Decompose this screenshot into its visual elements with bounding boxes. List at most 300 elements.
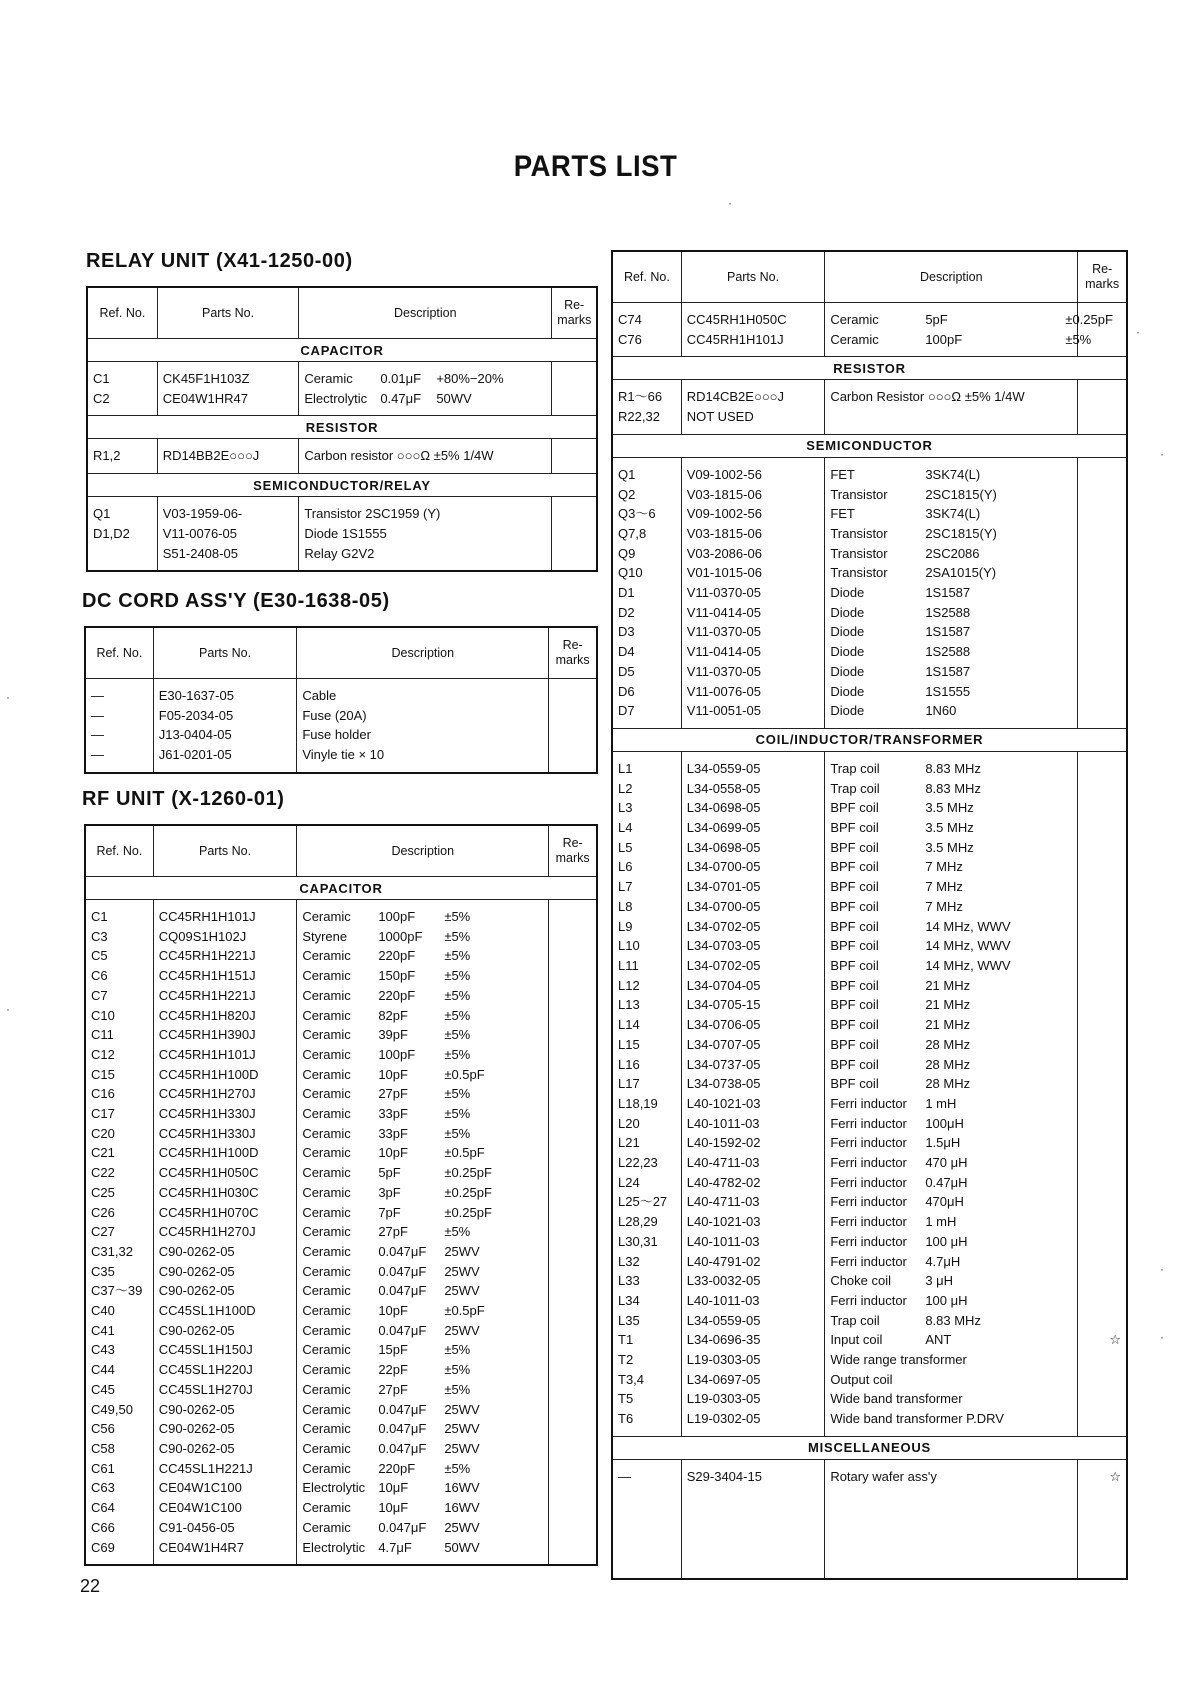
description-cell	[297, 1065, 549, 1085]
description-part: Ferri inductor	[830, 1194, 907, 1210]
spacer-cell	[1078, 1429, 1127, 1437]
description-cell	[825, 1133, 1078, 1153]
table-row	[85, 1459, 597, 1479]
description-part: 3.5 MHz	[925, 820, 974, 836]
table-row	[612, 682, 1127, 702]
description-part: Diode	[830, 624, 865, 640]
remarks-cell	[549, 1439, 597, 1459]
description-part: Relay G2V2	[304, 545, 375, 561]
spacer-cell	[825, 1487, 1078, 1494]
ref-no-cell: C3	[85, 927, 153, 947]
description-part: Ceramic	[302, 1046, 351, 1062]
ref-no-cell: L18,19	[612, 1094, 681, 1114]
description-cell	[297, 966, 549, 986]
ref-no-cell: R1,2	[87, 446, 157, 466]
category-row	[85, 877, 597, 900]
spacer-cell	[612, 1429, 681, 1437]
description-cell	[299, 524, 552, 544]
parts-no-cell: CE04W1C100	[153, 1498, 297, 1518]
description-part: 82pF	[378, 1007, 408, 1023]
parts-no-cell: CQ09S1H102J	[153, 927, 297, 947]
spacer-cell	[612, 457, 681, 465]
spacer-row	[612, 721, 1127, 729]
description-part: 4.7μH	[925, 1253, 961, 1269]
description-part: Diode	[830, 663, 865, 679]
table-row	[612, 1192, 1127, 1212]
description-part: Ferri inductor	[830, 1135, 907, 1151]
category-label: SEMICONDUCTOR	[612, 434, 1127, 457]
description-part: Trap coil	[830, 760, 880, 776]
description-part: 21 MHz	[925, 997, 971, 1013]
description-cell	[825, 642, 1078, 662]
description-cell	[299, 544, 552, 564]
description-cell	[825, 798, 1078, 818]
description-part: FET	[830, 506, 855, 522]
description-cell	[825, 1035, 1078, 1055]
description-cell	[825, 1192, 1078, 1212]
parts-no-cell: L19-0302-05	[681, 1409, 825, 1429]
spacer-cell	[549, 765, 597, 773]
spacer-row	[612, 1429, 1127, 1437]
remarks-cell	[549, 986, 597, 1006]
spacer-cell	[85, 900, 153, 908]
remarks-header: Re- marks	[552, 287, 597, 339]
description-part: Ceramic	[302, 909, 351, 924]
description-cell	[297, 1045, 549, 1065]
description-cell	[825, 1015, 1078, 1035]
remarks-cell	[549, 1124, 597, 1144]
spacer-cell	[825, 457, 1078, 465]
ref-no-cell: —	[85, 706, 153, 726]
description-part: Ceramic	[830, 312, 879, 327]
description-part: 1S2588	[925, 644, 971, 660]
ref-no-cell: L25～27	[612, 1192, 681, 1212]
scan-speck: ·	[1136, 325, 1140, 339]
table-row	[85, 1301, 597, 1321]
table-row	[85, 907, 597, 927]
spacer-cell	[825, 303, 1078, 311]
parts-no-cell: L40-4791-02	[681, 1252, 825, 1272]
description-cell	[825, 1311, 1078, 1331]
spacer-row	[87, 439, 597, 447]
description-part: Wide band transformer	[830, 1391, 963, 1407]
description-cell	[297, 1400, 549, 1420]
spacer-cell	[153, 679, 297, 687]
table-row	[612, 1271, 1127, 1291]
description-cell	[297, 1124, 549, 1144]
table-row	[85, 1163, 597, 1183]
ref-no-cell: Q10	[612, 563, 681, 583]
spacer-row	[612, 349, 1127, 357]
spacer-row	[612, 303, 1127, 311]
spacer-row	[87, 362, 597, 370]
description-cell	[297, 1183, 549, 1203]
description-part: 3.5 MHz	[925, 800, 974, 816]
description-part: Input coil	[830, 1332, 883, 1348]
ref-no-cell: —	[85, 745, 153, 765]
spacer-cell	[157, 563, 299, 571]
table-row	[85, 1143, 597, 1163]
parts-no-cell: L34-0705-15	[681, 995, 825, 1015]
description-part: 0.047μF	[378, 1263, 427, 1279]
description-cell	[825, 818, 1078, 838]
parts-no-cell: L40-4782-02	[681, 1173, 825, 1193]
description-part: 1S1555	[925, 683, 971, 699]
description-part: ±5%	[444, 909, 471, 924]
description-cell	[825, 759, 1078, 779]
description-part: 27pF	[378, 1381, 408, 1397]
remarks-cell	[549, 1281, 597, 1301]
description-part: ±5%	[444, 1362, 471, 1378]
remarks-cell	[1078, 1153, 1127, 1173]
description-part: ANT	[925, 1332, 952, 1348]
description-part: 7 MHz	[925, 859, 963, 875]
ref-no-cell: C61	[85, 1459, 153, 1479]
description-part: ±5%	[444, 1007, 471, 1023]
description-part: 8.83 MHz	[925, 780, 981, 796]
description-part: 28 MHz	[925, 1076, 971, 1092]
ref-no-cell: C35	[85, 1262, 153, 1282]
description-cell	[297, 1084, 549, 1104]
description-part: ±5%	[444, 1224, 471, 1240]
parts-no-cell: J13-0404-05	[153, 725, 297, 745]
remarks-cell	[1078, 485, 1127, 505]
spacer-cell	[612, 751, 681, 759]
spacer-cell	[681, 1459, 825, 1467]
description-cell	[299, 504, 552, 524]
table-row	[612, 583, 1127, 603]
ref-no-cell: C44	[85, 1360, 153, 1380]
spacer-cell	[825, 751, 1078, 759]
spacer-row	[612, 1459, 1127, 1467]
table-row	[612, 1153, 1127, 1173]
spacer-cell	[825, 721, 1078, 729]
remarks-cell	[1078, 622, 1127, 642]
ref-no-cell: C49,50	[85, 1400, 153, 1420]
ref-no-cell: L12	[612, 976, 681, 996]
remarks-cell	[1078, 1370, 1127, 1390]
description-part: 5pF	[925, 312, 948, 327]
table-row	[612, 1252, 1127, 1272]
description-part: Ferri inductor	[830, 1155, 907, 1171]
table-row	[85, 1538, 597, 1558]
description-part: Fuse holder	[302, 727, 371, 743]
description-cell	[825, 1330, 1078, 1350]
description-part: BPF coil	[830, 859, 879, 875]
table-row	[612, 310, 1127, 330]
remarks-cell	[1078, 1094, 1127, 1114]
description-cell	[297, 986, 549, 1006]
description-part: Ceramic	[302, 1322, 351, 1338]
table-row	[612, 838, 1127, 858]
description-part: Ceramic	[302, 1165, 351, 1181]
category-row	[87, 339, 597, 362]
remarks-cell	[552, 369, 597, 389]
ref-no-cell: Q9	[612, 544, 681, 564]
parts-no-cell: L34-0698-05	[681, 838, 825, 858]
parts-no-header: Parts No.	[153, 627, 297, 679]
parts-no-cell: L34-0700-05	[681, 897, 825, 917]
header-row	[612, 251, 1127, 303]
description-part: 100 μH	[925, 1292, 968, 1308]
description-part: Ceramic	[302, 1421, 351, 1437]
description-part: Ceramic	[302, 1007, 351, 1023]
description-part: Diode	[830, 604, 865, 620]
description-part: Electrolytic	[302, 1539, 366, 1555]
table-row	[612, 563, 1127, 583]
ref-no-header: Ref. No.	[85, 825, 153, 877]
description-part: Diode	[830, 683, 865, 699]
table-row	[612, 603, 1127, 623]
remarks-cell: ☆	[1078, 1467, 1127, 1487]
description-part: Transistor 2SC1959 (Y)	[304, 506, 441, 522]
description-part: BPF coil	[830, 1036, 879, 1052]
ref-no-cell: L22,23	[612, 1153, 681, 1173]
description-part: 8.83 MHz	[925, 760, 981, 776]
parts-no-cell: V01-1015-06	[681, 563, 825, 583]
ref-no-cell: D1	[612, 583, 681, 603]
parts-no-cell: E30-1637-05	[153, 686, 297, 706]
description-part: 16WV	[444, 1480, 480, 1496]
description-part: ±5%	[444, 1027, 471, 1043]
table-row	[85, 1242, 597, 1262]
category-label: RESISTOR	[87, 416, 597, 439]
table-row	[612, 1232, 1127, 1252]
spacer-cell	[681, 380, 825, 388]
description-part: 25WV	[444, 1263, 480, 1279]
description-cell	[297, 1203, 549, 1223]
description-cell	[825, 995, 1078, 1015]
parts-no-cell: CE04W1HR47	[157, 389, 299, 409]
description-cell	[825, 563, 1078, 583]
category-row	[612, 1436, 1127, 1459]
parts-no-cell: S51-2408-05	[157, 544, 299, 564]
table-row	[85, 1439, 597, 1459]
parts-no-cell: CC45RH1H101J	[153, 1045, 297, 1065]
description-part: ±0.5pF	[444, 1303, 485, 1319]
description-part: 21 MHz	[925, 1017, 971, 1033]
ref-no-cell: C40	[85, 1301, 153, 1321]
parts-no-cell: L19-0303-05	[681, 1350, 825, 1370]
description-part: Electrolytic	[304, 390, 368, 406]
description-cell	[825, 1370, 1078, 1390]
table-row	[612, 857, 1127, 877]
description-cell	[297, 1321, 549, 1341]
table-row	[85, 1281, 597, 1301]
spacer-cell	[825, 1459, 1078, 1467]
description-part: 22pF	[378, 1362, 408, 1378]
parts-no-cell: V03-2086-06	[681, 544, 825, 564]
spacer-cell	[87, 439, 157, 447]
description-part: Transistor	[830, 565, 888, 581]
ref-no-cell: C20	[85, 1124, 153, 1144]
ref-no-cell: C16	[85, 1084, 153, 1104]
description-part: ±5%	[444, 928, 471, 944]
description-part: ±0.5pF	[444, 1145, 485, 1161]
ref-no-cell: C31,32	[85, 1242, 153, 1262]
remarks-cell	[1078, 1291, 1127, 1311]
description-part: 33pF	[378, 1106, 408, 1122]
parts-no-cell: CC45SL1H221J	[153, 1459, 297, 1479]
spacer-cell	[681, 721, 825, 729]
ref-no-cell: C58	[85, 1439, 153, 1459]
description-part: Diode	[830, 703, 865, 719]
parts-no-cell: L34-0706-05	[681, 1015, 825, 1035]
description-part: 7 MHz	[925, 879, 963, 895]
description-cell	[825, 622, 1078, 642]
spacer-cell	[157, 466, 299, 474]
filler-cell	[1078, 1494, 1127, 1579]
spacer-cell	[1078, 1459, 1127, 1467]
description-cell	[299, 369, 552, 389]
description-cell	[297, 1380, 549, 1400]
ref-no-header: Ref. No.	[87, 287, 157, 339]
ref-no-cell: C11	[85, 1025, 153, 1045]
remarks-cell	[552, 446, 597, 466]
ref-no-cell: L28,29	[612, 1212, 681, 1232]
description-part: Ferri inductor	[830, 1095, 907, 1111]
remarks-cell	[549, 1380, 597, 1400]
parts-no-cell: C90-0262-05	[153, 1419, 297, 1439]
table-row	[85, 1262, 597, 1282]
description-cell	[825, 524, 1078, 544]
spacer-cell	[157, 439, 299, 447]
description-part: 2SC1815(Y)	[925, 525, 997, 541]
parts-no-cell: CE04W1H4R7	[153, 1538, 297, 1558]
spacer-cell	[87, 362, 157, 370]
description-cell	[825, 1212, 1078, 1232]
description-part: Ceramic	[302, 1440, 351, 1456]
spacer-row	[612, 751, 1127, 759]
table-row	[85, 927, 597, 947]
spacer-cell	[825, 349, 1078, 357]
category-label: SEMICONDUCTOR/RELAY	[87, 474, 597, 497]
table-row	[612, 485, 1127, 505]
ref-no-cell: C76	[612, 330, 681, 350]
parts-no-cell: CC45RH1H050C	[153, 1163, 297, 1183]
description-cell	[297, 1538, 549, 1558]
remarks-cell	[552, 544, 597, 564]
description-cell	[825, 603, 1078, 623]
parts-no-header: Parts No.	[681, 251, 825, 303]
description-part: 470 μH	[925, 1155, 968, 1171]
spacer-cell	[299, 466, 552, 474]
remarks-cell	[552, 524, 597, 544]
ref-no-cell: L24	[612, 1173, 681, 1193]
remarks-cell	[1078, 759, 1127, 779]
description-part: BPF coil	[830, 977, 879, 993]
table-row	[612, 1212, 1127, 1232]
table-row	[612, 1467, 1127, 1487]
ref-no-cell: C27	[85, 1222, 153, 1242]
table-row	[612, 1350, 1127, 1370]
ref-no-cell: —	[85, 686, 153, 706]
parts-no-cell: CC45RH1H390J	[153, 1025, 297, 1045]
table-row	[87, 369, 597, 389]
remarks-cell	[1078, 682, 1127, 702]
description-cell	[825, 407, 1078, 427]
description-part: 0.47μF	[380, 390, 422, 406]
description-cell	[297, 686, 549, 706]
description-part: FET	[830, 466, 855, 482]
spacer-cell	[681, 427, 825, 435]
description-cell	[825, 701, 1078, 721]
remarks-cell	[549, 1459, 597, 1479]
parts-no-cell: L19-0303-05	[681, 1389, 825, 1409]
description-part: BPF coil	[830, 1076, 879, 1092]
remarks-cell	[1078, 583, 1127, 603]
remarks-cell	[549, 1025, 597, 1045]
description-part: 220pF	[378, 1460, 416, 1476]
description-part: Ceramic	[302, 1027, 351, 1043]
scan-speck: ·	[1160, 1330, 1164, 1344]
spacer-cell	[612, 721, 681, 729]
description-cell	[299, 389, 552, 409]
description-part: Vinyle tie × 10	[302, 747, 385, 763]
spacer-row	[85, 900, 597, 908]
spacer-cell	[299, 408, 552, 416]
ref-no-cell: C1	[87, 369, 157, 389]
parts-no-cell: S29-3404-15	[681, 1467, 825, 1487]
parts-no-cell: L40-4711-03	[681, 1153, 825, 1173]
remarks-cell	[1078, 1350, 1127, 1370]
remarks-cell	[549, 1498, 597, 1518]
description-cell	[825, 1389, 1078, 1409]
remarks-cell	[1078, 798, 1127, 818]
remarks-cell	[1078, 1271, 1127, 1291]
spacer-row	[612, 457, 1127, 465]
ref-no-cell: T1	[612, 1330, 681, 1350]
ref-no-cell: T3,4	[612, 1370, 681, 1390]
description-part: Ceramic	[302, 1263, 351, 1279]
category-label: CAPACITOR	[87, 339, 597, 362]
table-row	[612, 956, 1127, 976]
ref-no-cell: Q1	[87, 504, 157, 524]
parts-no-cell: L40-4711-03	[681, 1192, 825, 1212]
description-part: BPF coil	[830, 800, 879, 816]
ref-no-cell: C41	[85, 1321, 153, 1341]
parts-no-cell: L34-0558-05	[681, 779, 825, 799]
ref-no-cell: C10	[85, 1006, 153, 1026]
remarks-cell	[1078, 1074, 1127, 1094]
table-row	[85, 1498, 597, 1518]
parts-no-cell: C90-0262-05	[153, 1281, 297, 1301]
description-part: 2SC1815(Y)	[925, 486, 997, 502]
parts-no-cell: L34-0697-05	[681, 1370, 825, 1390]
description-cell	[825, 465, 1078, 485]
description-cell	[825, 682, 1078, 702]
ref-no-cell: C15	[85, 1065, 153, 1085]
parts-no-cell: CC45RH1H151J	[153, 966, 297, 986]
description-part: 21 MHz	[925, 977, 971, 993]
ref-no-cell: D1,D2	[87, 524, 157, 544]
description-part: 0.047μF	[378, 1322, 427, 1338]
parts-no-cell: L34-0738-05	[681, 1074, 825, 1094]
remarks-cell	[1078, 779, 1127, 799]
description-cell	[825, 330, 1092, 350]
table-row	[612, 1370, 1127, 1390]
parts-no-header: Parts No.	[157, 287, 299, 339]
parts-no-cell: V11-0370-05	[681, 583, 825, 603]
ref-no-cell: C25	[85, 1183, 153, 1203]
remarks-cell	[549, 1262, 597, 1282]
spacer-cell	[549, 1557, 597, 1565]
ref-no-cell: C5	[85, 946, 153, 966]
description-part: 1S1587	[925, 585, 971, 601]
parts-no-cell: L40-1592-02	[681, 1133, 825, 1153]
description-cell	[297, 1340, 549, 1360]
ref-no-cell: C7	[85, 986, 153, 1006]
